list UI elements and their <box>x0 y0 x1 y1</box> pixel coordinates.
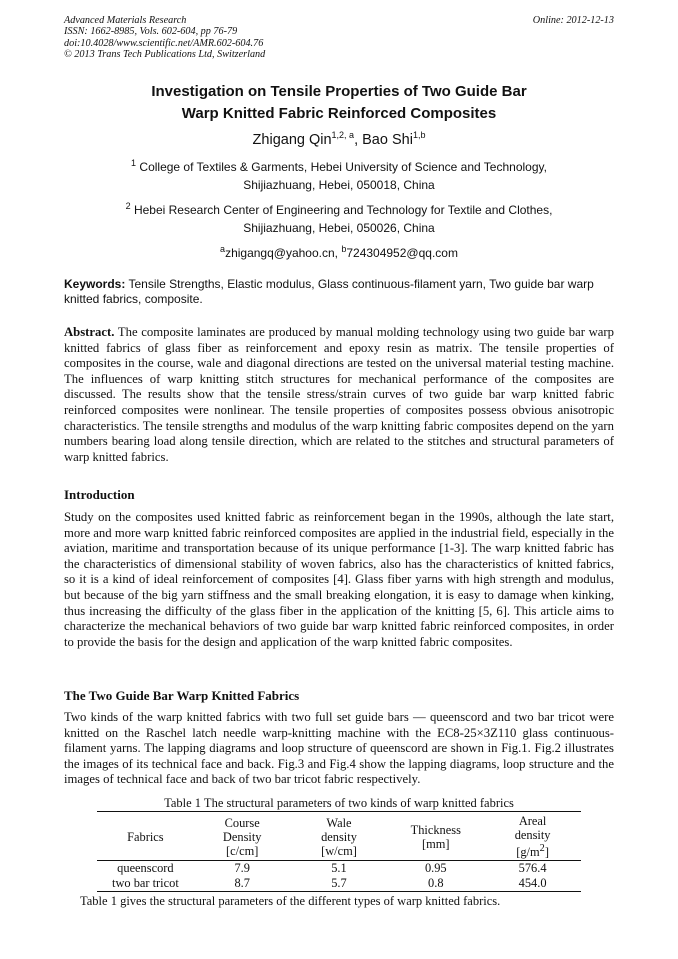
email-b-mark: b <box>341 244 347 254</box>
header-thickness <box>387 812 484 861</box>
table-cell: 454.0 <box>518 876 547 891</box>
abstract <box>64 325 614 465</box>
keywords-text: Tensile Strengths, Elastic modulus, Glass continuous-filament yarn, Two guide bar warp knitted fabrics, composite. <box>64 277 594 306</box>
table-cell: two bar tricot <box>112 876 179 891</box>
header-fabrics: Fabrics <box>97 812 194 861</box>
header-course-l2: Density <box>222 829 262 844</box>
keywords <box>64 277 614 306</box>
issn-line: ISSN: 1662-8985, Vols. 602-604, pp 76-79 <box>64 26 238 38</box>
header-course-density <box>194 812 291 861</box>
header-areal-density <box>484 812 581 861</box>
header-areal-l3 <box>484 842 581 859</box>
table-cell: 5.7 <box>331 876 347 891</box>
header-course-l3: [c/cm] <box>226 843 259 858</box>
table-1 <box>97 811 581 892</box>
affiliation-2-line-2: Shijiazhuang, Hebei, 050026, China <box>243 221 435 235</box>
table-row <box>97 876 581 892</box>
table-cell: 7.9 <box>234 861 250 876</box>
header-wale-density <box>291 812 388 861</box>
journal-header <box>64 15 265 60</box>
paper-title-line-2: Warp Knitted Fabric Reinforced Composites <box>181 105 497 122</box>
table-1-description: Table 1 gives the structural parameters of the different types of warp knitted fabrics. <box>80 894 501 908</box>
paper-title-line-1: Investigation on Tensile Properties of Two Guide Bar <box>151 83 527 100</box>
header-areal-l2: density <box>514 828 551 842</box>
header-areal-l1: Areal <box>518 814 547 828</box>
header-wale-l2: density <box>321 829 357 844</box>
table-cell: 0.8 <box>428 876 444 891</box>
abstract-text: The composite laminates are produced by manual molding technology using two guide bar warp knitted fabrics of glass fiber as reinforcement and epoxy resin as matrix. The tensile properties of composites in the course, wale and diagonal directions are tested on the universal material testing machine. The influences of warp knitting stitch structures for mechanical performance of the composites are discussed. The results show that the tensile stress/strain curves of two guide bar warp knitted fabric reinforced composites were nonlinear. The tensile properties of composites possess obvious anisotropic characteristics. The tensile strengths and modulus of the warp knitting fabric composites depend on the yarn numbers bearing load along tensile direction, which are related to the stitches and structural parameters of warp knitted fabrics. <box>64 325 614 464</box>
section-2-text: Two kinds of the warp knitted fabrics with two full set guide bars — queenscord and two bar tricot were knitted on the Raschel latch needle warp-knitting machine with the EC8-25×3Z110 glass continuous-filament yarns. The lapping diagrams and loop structure of queenscord are shown in Fig.1. Fig.2 illustrates the images of its technical face and back. Fig.3 and Fig.4 show the lapping diagrams, loop structure and the images of technical face and back of two bar tricot fabric respectively. <box>64 710 614 787</box>
table-cell: 576.4 <box>518 861 547 876</box>
affiliation-1-mark: 1 <box>131 158 137 168</box>
table-1-caption: Table 1 The structural parameters of two kinds of warp knitted fabrics <box>164 796 514 810</box>
header-areal-exp: 2 <box>539 843 545 854</box>
affiliation-1-line-1 <box>64 156 614 174</box>
introduction-text: Study on the composites used knitted fabric as reinforcement began in the 1990s, although the late start, more and more warp knitted fabric reinforced composites are applied in the industrial field, especially in the aviation, maritime and transportation because of its unique performance [1-3]. The warp knitted fabric has the characteristics of dimensional stability of woven fabrics, also has the characteristics of knitted fabrics, so it is a kind of ideal reinforcement of composites [4]. Glass fiber yarns with high strength and modulus, but because of the big yarn stiffness and the small breaking elongation, it is easy to damage when kinking, thus increasing the difficulty of the glass fiber in the application of the knitting [5, 6]. This article aims to characterize the mechanical behaviors of two guide bar warp knitted fabric reinforced composites, in order to provide the basis for the design and application of the warp knitted fabric composites. <box>64 510 614 649</box>
section-2-heading: The Two Guide Bar Warp Knitted Fabrics <box>64 688 300 703</box>
affiliation-1-line-2: Shijiazhuang, Hebei, 050018, China <box>243 178 435 192</box>
header-wale-l3: [w/cm] <box>321 843 357 858</box>
author-1-affiliation: 1,2, a <box>331 130 355 140</box>
header-thickness-l2: [mm] <box>422 836 450 851</box>
author-2-affiliation: 1,b <box>412 130 426 140</box>
affiliation-2-line-1 <box>64 199 614 217</box>
header-areal-unit: [g/m <box>516 845 540 860</box>
affiliation-2-text: Hebei Research Center of Engineering and Technology for Textile and Clothes, <box>133 203 553 217</box>
table-row <box>97 861 581 877</box>
author-2: Bao Shi <box>362 131 413 148</box>
table-header-row <box>97 812 581 861</box>
header-thickness-l1: Thickness <box>410 822 461 837</box>
keywords-label: Keywords: <box>64 277 126 291</box>
table-cell: 0.95 <box>424 861 447 876</box>
email-a-mark: a <box>220 244 226 254</box>
online-date: Online: 2012-12-13 <box>532 15 614 26</box>
header-course-l1: Course <box>224 815 260 830</box>
copyright-line: © 2013 Trans Tech Publications Ltd, Switzerland <box>64 48 266 60</box>
header-areal-close: ] <box>544 845 549 860</box>
table-cell: 8.7 <box>234 876 250 891</box>
doi-line: doi:10.4028/www.scientific.net/AMR.602-604.76 <box>64 37 264 49</box>
email-a: zhigangq@yahoo.cn, <box>225 246 342 260</box>
table-cell: 5.1 <box>331 861 347 876</box>
author-separator: , <box>354 131 363 148</box>
introduction-heading: Introduction <box>64 487 135 502</box>
authors <box>64 130 614 148</box>
author-1: Zhigang Qin <box>252 131 332 148</box>
email-line <box>64 242 614 260</box>
journal-name: Advanced Materials Research <box>64 15 187 26</box>
affiliation-2-mark: 2 <box>125 201 131 211</box>
abstract-label: Abstract. <box>64 325 115 339</box>
email-b: 724304952@qq.com <box>346 246 458 260</box>
table-cell: queenscord <box>117 861 174 876</box>
header-wale-l1: Wale <box>326 815 352 830</box>
affiliation-1-text: College of Textiles & Garments, Hebei University of Science and Technology, <box>139 160 547 174</box>
